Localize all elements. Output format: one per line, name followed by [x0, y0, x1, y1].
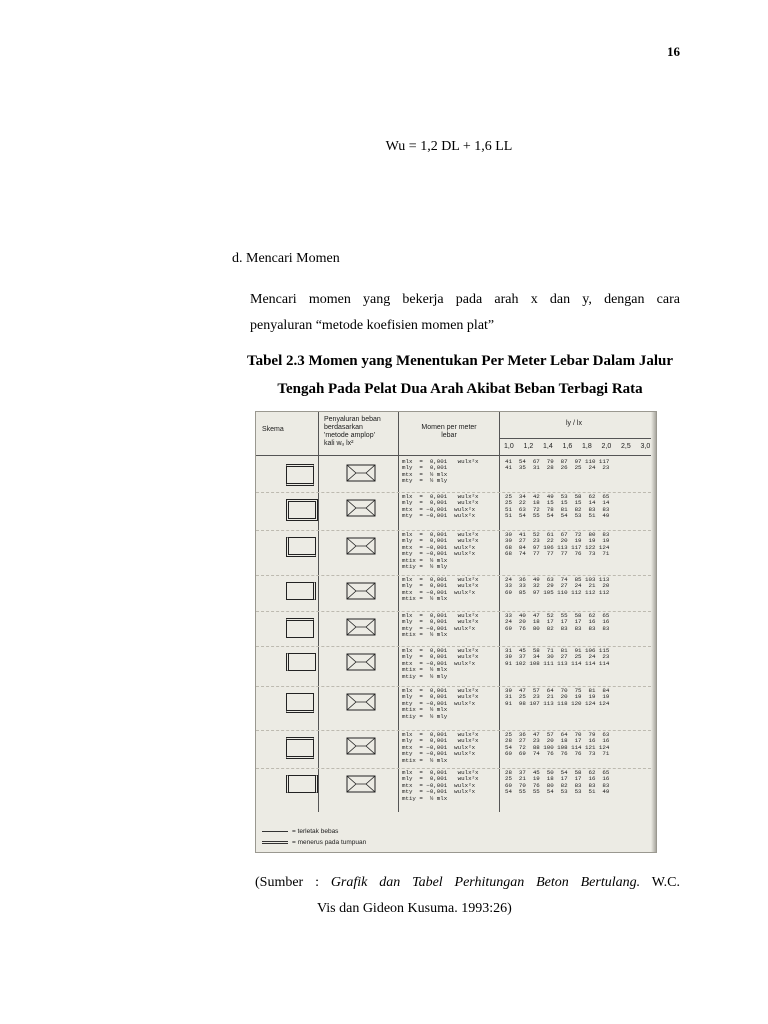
moment-formulas: mlx = 0,001 wulx²x mly = 0,001 wulx²x mty = −0,001 wulx²x mtix = ½ mlx — [402, 612, 479, 639]
source-line-1: (Sumber : Grafik dan Tabel Perhitungan Beton Bertulang. W.C. — [255, 875, 680, 890]
load-envelope-icon — [344, 773, 378, 795]
header-ratio: ly / lx — [566, 420, 582, 427]
coefficient-values: 33 40 47 52 55 58 62 65 24 20 18 17 17 17 16 16 69 76 80 82 83 83 83 83 — [505, 612, 610, 632]
formula: Wu = 1,2 DL + 1,6 LL — [385, 139, 513, 154]
ratio-1: 1,2 — [523, 443, 534, 450]
slab-schema-icon — [286, 693, 314, 713]
slab-schema-icon — [286, 618, 314, 638]
table-header — [256, 412, 656, 456]
ratio-7: 3,0 — [640, 443, 651, 450]
load-envelope-icon — [344, 691, 378, 713]
source-citation — [255, 870, 680, 922]
moment-formulas: mlx = 0,001 wulx²x mly = 0,001 wulx²x mtx = −0,001 wulx²x mtix = ½ mlx mtiy = ½ mly — [402, 647, 479, 680]
header-skema: Skema — [262, 426, 284, 433]
slab-schema-icon — [286, 737, 314, 759]
ratio-4: 1,8 — [582, 443, 592, 450]
table-row-group — [256, 613, 656, 649]
table-row-group — [256, 732, 656, 768]
moment-formulas: mlx = 0,001 wulx²x mly = 0,001 mtx = ½ mlx mty = ½ mly — [402, 458, 479, 485]
coefficient-values: 39 47 57 64 70 75 81 84 31 25 23 21 20 19 19 19 91 98 107 113 118 120 124 124 — [505, 687, 610, 707]
moment-formulas: mlx = 0,001 wulx²x mly = 0,001 wulx²x mtx = −0,001 wulx²x mtix = ½ mlx — [402, 576, 479, 603]
slab-schema-icon — [286, 464, 314, 486]
coefficient-values: 31 45 58 71 81 91 106 115 39 37 34 30 27 25 24 23 91 102 108 111 113 114 114 114 — [505, 647, 610, 667]
header-momen: Momen per meter lebar — [421, 424, 477, 439]
moment-formulas: mlx = 0,001 wulx²x mly = 0,001 wulx²x mtx = −0,001 wulx²x mty = −0,001 wulx²x mtix = ½ mlx — [402, 731, 479, 764]
table-caption — [230, 347, 690, 403]
load-envelope-icon — [344, 616, 378, 638]
coefficient-values: 25 34 42 49 53 58 62 65 25 22 18 15 15 15 14 14 51 63 72 78 81 82 83 83 51 54 55 54 54 53 51 49 — [505, 493, 610, 520]
load-envelope-icon — [344, 497, 378, 519]
legend-continuous: = menerus pada tumpuan — [262, 839, 366, 846]
caption-line-2: Tengah Pada Pelat Dua Arah Akibat Beban Terbagi Rata — [277, 381, 643, 397]
moment-formulas: mlx = 0,001 wulx²x mly = 0,001 wulx²x mtx = −0,001 wulx²x mty = −0,001 wulx²x — [402, 493, 479, 520]
moment-coefficient-table — [255, 411, 657, 853]
ratio-0: 1,0 — [504, 443, 514, 450]
source-line-2: Vis dan Gideon Kusuma. 1993:26) — [317, 901, 512, 916]
slab-schema-icon — [286, 653, 316, 671]
table-row-group — [256, 770, 656, 806]
ratio-2: 1,4 — [543, 443, 553, 450]
paragraph — [250, 287, 680, 339]
slab-schema-icon — [286, 775, 318, 793]
paragraph-line-2: penyaluran “metode koefisien momen plat” — [250, 318, 495, 333]
table-row-group — [256, 688, 656, 724]
slab-schema-icon — [286, 499, 318, 521]
section-heading: d. Mencari Momen — [232, 251, 340, 266]
coefficient-values: 28 37 45 50 54 58 62 65 25 21 19 18 17 17 16 16 60 70 76 80 82 83 83 83 54 55 55 54 53 53 51 49 — [505, 769, 610, 796]
paragraph-line-1: Mencari momen yang bekerja pada arah x dan y, dengan cara — [250, 292, 680, 307]
ratio-5: 2,0 — [601, 443, 612, 450]
moment-formulas: mlx = 0,001 wulx²x mly = 0,001 wulx²x mtx = −0,001 wulx²x mty = −0,001 wulx²x mtix = ½ mlx mtiy = ½ mly — [402, 531, 479, 571]
moment-formulas: mlx = 0,001 wulx²x mly = 0,001 wulx²x mty = −0,001 wulx²x mtix = ½ mlx mtiy = ½ mly — [402, 687, 479, 720]
load-envelope-icon — [344, 735, 378, 757]
legend-simple: = terletak bebas — [262, 828, 338, 835]
caption-line-1: Tabel 2.3 Momen yang Menentukan Per Meter Lebar Dalam Jalur — [246, 353, 674, 369]
slab-schema-icon — [286, 582, 316, 600]
ratio-6: 2,5 — [621, 443, 631, 450]
coefficient-values: 41 54 67 79 87 97 110 117 41 35 31 28 26 25 24 23 — [505, 458, 610, 472]
coefficient-values: 30 41 52 61 67 72 80 83 30 27 23 22 20 19 19 19 68 84 97 106 113 117 122 124 68 74 77 77 77 76 73 71 — [505, 531, 610, 558]
load-envelope-icon — [344, 651, 378, 673]
table-row-group — [256, 494, 656, 530]
slab-schema-icon — [286, 537, 316, 557]
coefficient-values: 24 36 49 63 74 85 103 113 33 33 32 29 27 24 21 20 69 85 97 105 110 112 112 112 — [505, 576, 610, 596]
ratio-3: 1,6 — [562, 443, 573, 450]
moment-formulas: mlx = 0,001 wulx²x mly = 0,001 wulx²x mtx = −0,001 wulx²x mty = −0,001 wulx²x mtiy = ½ mlx — [402, 769, 479, 802]
table-row-group — [256, 648, 656, 684]
table-row-group — [256, 577, 656, 613]
load-envelope-icon — [344, 580, 378, 602]
page-number: 16 — [667, 44, 680, 59]
table-row-group — [256, 459, 656, 495]
coefficient-values: 25 36 47 57 64 70 79 63 28 27 23 20 18 17 16 16 54 72 88 100 108 114 121 124 60 69 74 76 76 76 73 71 — [505, 731, 610, 758]
load-envelope-icon — [344, 462, 378, 484]
header-penyaluran: Penyaluran beban berdasarkan 'metode amplop' kali wᵤ lx² — [324, 416, 381, 447]
table-row-group — [256, 531, 656, 571]
load-envelope-icon — [344, 535, 378, 557]
